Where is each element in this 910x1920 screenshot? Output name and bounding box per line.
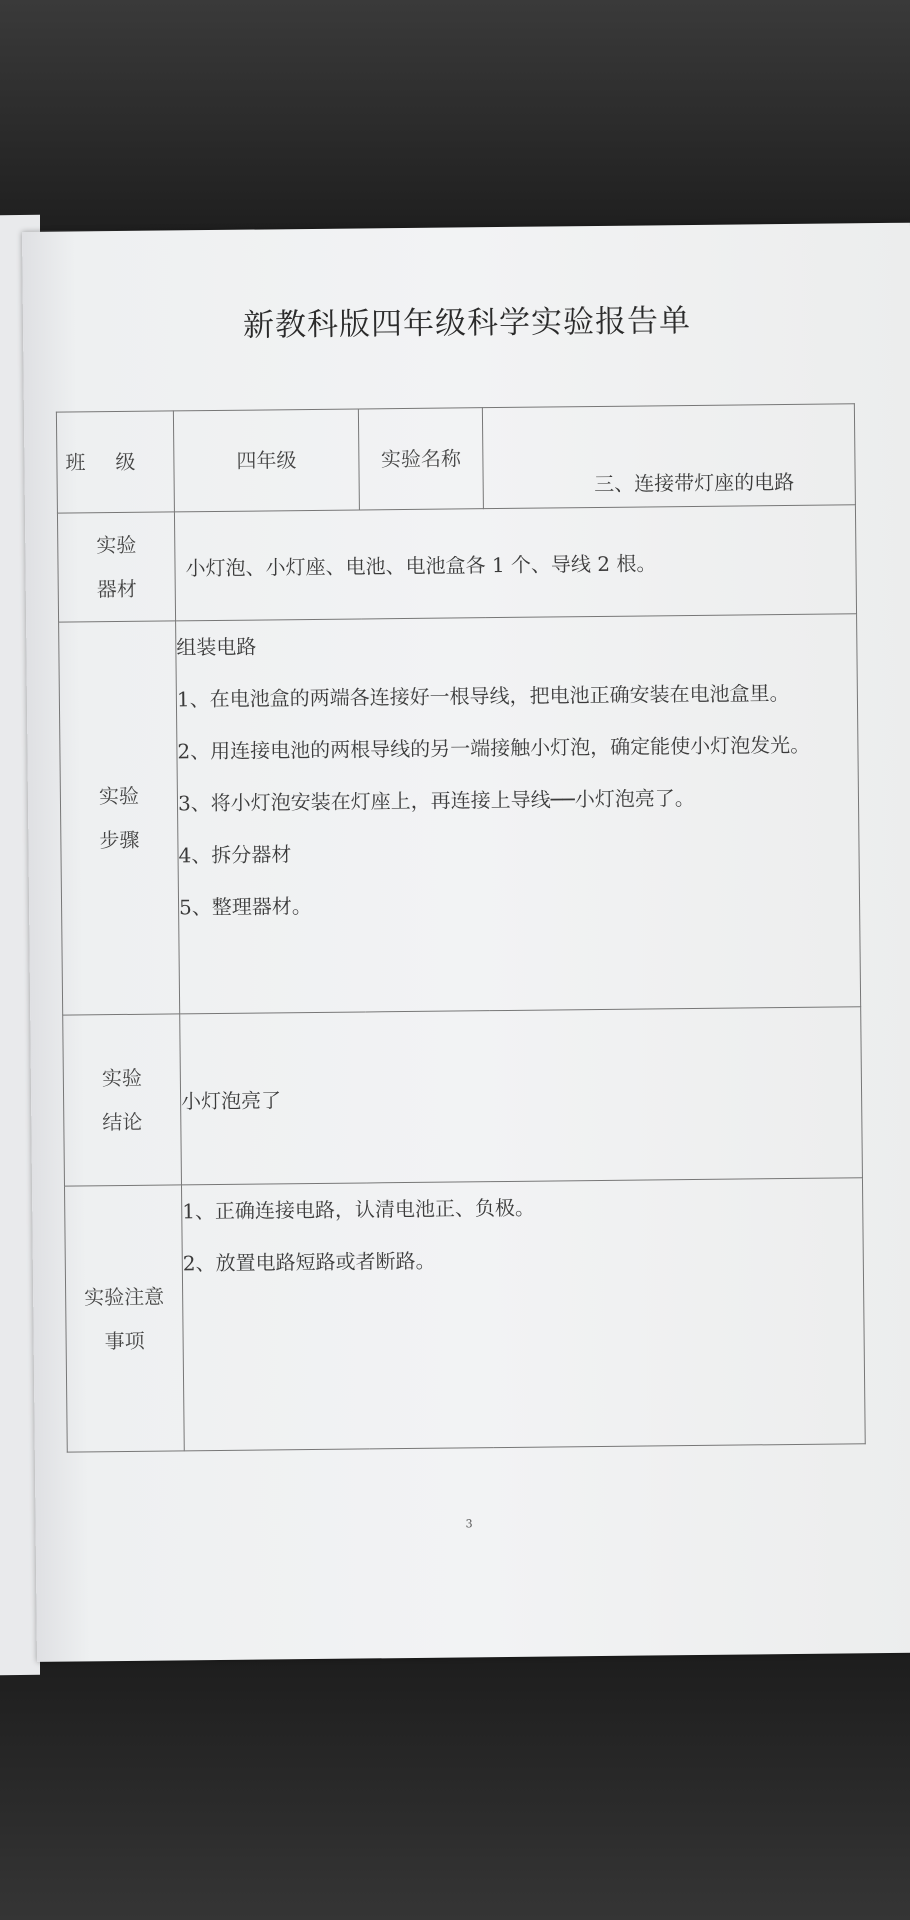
steps-label-line2: 步骤 (99, 827, 140, 853)
notes-label-line2: 事项 (104, 1328, 145, 1353)
page-number: 3 (465, 1517, 473, 1531)
step-item: 5、整理器材。 (178, 894, 312, 920)
page-title: 新教科版四年级科学实验报告单 (242, 303, 692, 344)
step-item: 4、拆分器材 (178, 842, 292, 868)
note-item: 1、正确连接电路，认清电池正、负极。 (182, 1195, 536, 1224)
row-steps (59, 614, 861, 1015)
note-item: 2、放置电路短路或者断路。 (182, 1248, 436, 1276)
row-conclusion (63, 1007, 863, 1186)
row-class (56, 404, 855, 513)
equipment-label-line2: 器材 (96, 576, 137, 602)
row-equipment (57, 505, 856, 622)
exp-name-label: 实验名称 (358, 408, 483, 510)
conclusion-label (63, 1014, 182, 1186)
class-value: 四年级 (173, 409, 359, 512)
conclusion-label-line2: 结论 (102, 1109, 143, 1135)
background-top (0, 0, 910, 230)
exp-name-cell (482, 404, 855, 509)
row-notes (64, 1178, 865, 1452)
exp-name-value: 三、连接带灯座的电路 (594, 469, 795, 497)
notes-label (64, 1185, 184, 1452)
conclusion-label-line1: 实验 (101, 1065, 142, 1091)
notes-content (181, 1178, 865, 1451)
equipment-value: 小灯泡、小灯座、电池、电池盒各 1 个、导线 2 根。 (174, 505, 856, 621)
steps-label-line1: 实验 (98, 783, 140, 809)
report-table (56, 403, 866, 1452)
step-item: 3、将小灯泡安装在灯座上，再连接上导线──小灯泡亮了。 (177, 785, 695, 816)
equipment-label (57, 512, 175, 622)
notes-label-line1: 实验注意 (84, 1284, 165, 1309)
step-item: 组装电路 (176, 634, 257, 660)
steps-content (176, 614, 861, 1014)
equipment-label-line1: 实验 (96, 532, 137, 558)
step-item: 2、用连接电池的两根导线的另一端接触小灯泡，确定能使小灯泡发光。 (177, 732, 811, 764)
report-page (22, 223, 910, 1662)
conclusion-value: 小灯泡亮了 (180, 1007, 863, 1185)
class-label: 班级 (56, 411, 174, 513)
step-item: 1、在电池盒的两端各连接好一根导线，把电池正确安装在电池盒里。 (176, 680, 790, 712)
background-bottom (0, 1640, 910, 1920)
steps-label (59, 621, 180, 1015)
